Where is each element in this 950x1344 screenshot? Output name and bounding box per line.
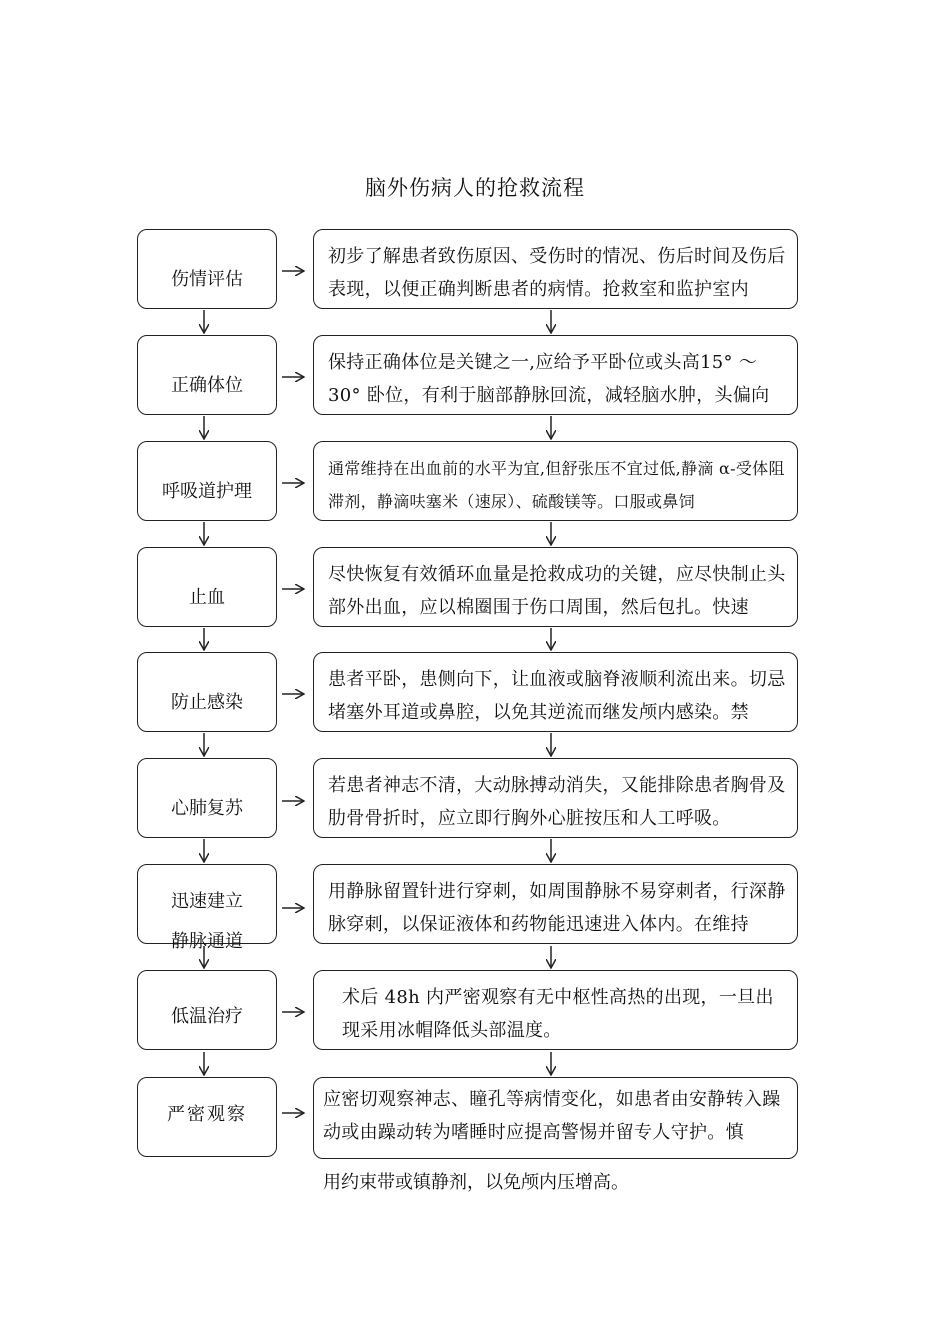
step-detail-text-7: 用静脉留置针进行穿刺，如周围静脉不易穿刺者，行深静脉穿刺，以保证液体和药物能迅速进入体内。在维持: [328, 881, 786, 935]
step-detail-text-1: 初步了解患者致伤原因、受伤时的情况、伤后时间及伤后表现，以便正确判断患者的病情。抢救室和监护室内: [328, 246, 786, 300]
step-detail-text-9-continued: 用约束带或镇静剂，以免颅内压增高。: [323, 1172, 629, 1193]
step-detail-text-5: 患者平卧，患侧向下，让血液或脑脊液顺利流出来。切忌堵塞外耳道或鼻腔，以免其逆流而继发颅内感染。禁: [328, 669, 786, 723]
step-detail-text-2: 保持正确体位是关键之一,应给予平卧位或头高15° ～30° 卧位，有利于脑部静脉回流，减轻脑水肿，头偏向: [328, 352, 770, 406]
step-label-4: 止血: [189, 587, 225, 608]
step-detail-text-3: 通常维持在出血前的水平为宜,但舒张压不宜过低,静滴 α-受体阻滞剂，静滴呋塞米（速尿）、硫酸镁等。口服或鼻饲: [328, 459, 785, 511]
step-detail-text-4: 尽快恢复有效循环血量是抢救成功的关键，应尽快制止头部外出血，应以棉圈围于伤口周围，然后包扎。快速: [328, 564, 786, 618]
step-detail-text-6: 若患者神志不清，大动脉搏动消失，又能排除患者胸骨及肋骨骨折时，应立即行胸外心脏按压和人工呼吸。: [328, 775, 786, 829]
step-label-2: 正确体位: [171, 375, 243, 396]
step-label-3: 呼吸道护理: [162, 481, 252, 502]
step-detail-text-8: 术后 48h 内严密观察有无中枢性高热的出现，一旦出现采用冰帽降低头部温度。: [342, 987, 774, 1041]
step-label-9: 严密观察: [167, 1104, 247, 1125]
step-label-8: 低温治疗: [171, 1006, 243, 1027]
step-label-6: 心肺复苏: [171, 798, 243, 819]
page-title: 脑外伤病人的抢救流程: [365, 176, 585, 200]
step-label-1: 伤情评估: [171, 269, 243, 290]
step-detail-text-9: 应密切观察神志、瞳孔等病情变化，如患者由安静转入躁动或由躁动转为嗜睡时应提高警惕并留专人守护。慎: [323, 1089, 781, 1143]
step-label-7a: 迅速建立: [171, 891, 243, 912]
step-label-5: 防止感染: [171, 692, 243, 713]
step-label-7b: 静脉通道: [171, 931, 243, 952]
